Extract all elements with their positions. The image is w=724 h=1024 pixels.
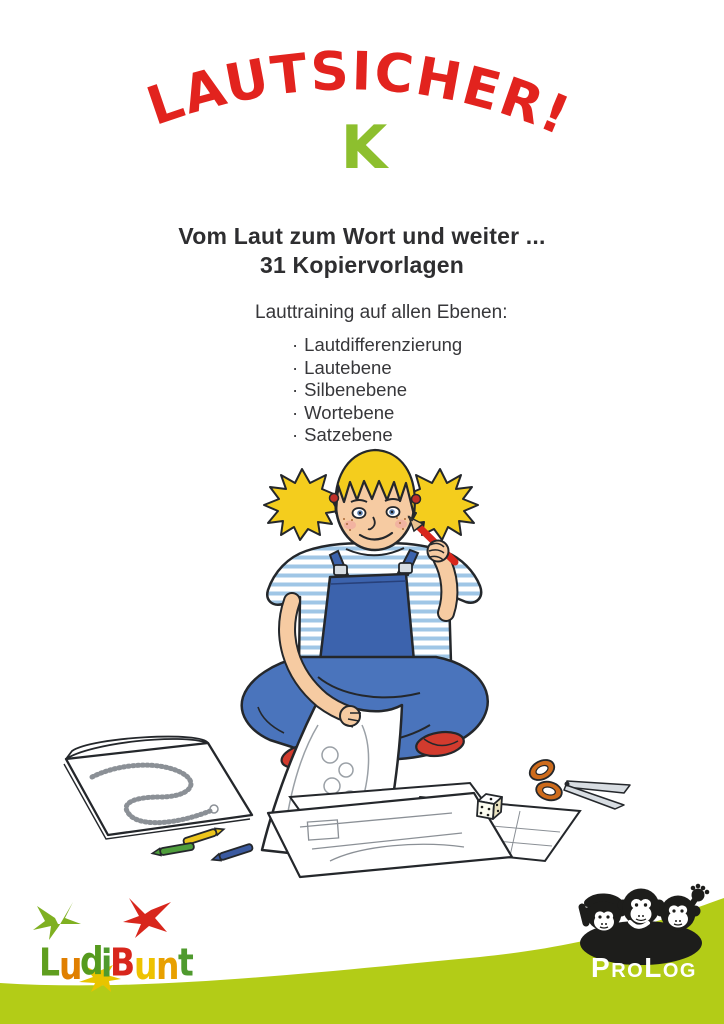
girl-illustration-icon (0, 425, 724, 885)
logo-letter: u (59, 944, 83, 989)
bullet: · (292, 401, 299, 423)
butterfly-red-icon (123, 898, 171, 938)
logo-letter: u (134, 944, 158, 989)
prolog-wordmark: ProLog (591, 952, 697, 983)
scissors-icon (526, 756, 630, 809)
hair-tie-right-icon (412, 495, 421, 504)
bullet: · (292, 379, 299, 401)
level-label: Wortebene (304, 401, 395, 423)
ludibunt-wordmark (39, 940, 194, 988)
level-label: Satzebene (304, 424, 393, 446)
list-item (292, 357, 724, 380)
level-label: Lautebene (304, 356, 392, 378)
logo-letter: B (110, 941, 136, 986)
series-letter: K (340, 113, 388, 183)
buckle-left-icon (334, 565, 347, 575)
sketchpad-icon (64, 737, 252, 839)
logo-letter: L (39, 941, 61, 986)
bullet: · (292, 424, 299, 446)
subtitle-line-1: Vom Laut zum Wort und weiter ... (178, 223, 546, 249)
dice-icon (477, 794, 502, 819)
hair-tie-left-icon (330, 494, 339, 503)
logo-letter: i (101, 942, 113, 987)
pigtail-left-icon (264, 469, 338, 540)
logo-letter: d (80, 940, 104, 984)
buckle-right-icon (399, 563, 412, 573)
girl-face (330, 450, 421, 550)
butterfly-green-icon (33, 902, 81, 940)
level-label: Lautdifferenzierung (304, 334, 463, 355)
level-label: Silbenebene (304, 379, 408, 401)
title-banner (0, 0, 724, 185)
subtitle-line-2: 31 Kopiervorlagen (259, 252, 465, 278)
page-title-text: LAUTSICHER! (139, 40, 580, 148)
subtitle-block (0, 222, 724, 280)
list-item (292, 402, 724, 425)
logo-letter: t (178, 941, 194, 986)
levels-intro: Lauttraining auf allen Ebenen: (255, 302, 508, 323)
list-item (292, 379, 724, 402)
logo-letter: n (156, 944, 180, 989)
bullet: · (292, 356, 299, 378)
ludibunt-logo (25, 888, 200, 993)
prolog-logo (580, 884, 709, 983)
list-item (292, 334, 724, 357)
bullet: · (292, 334, 299, 355)
